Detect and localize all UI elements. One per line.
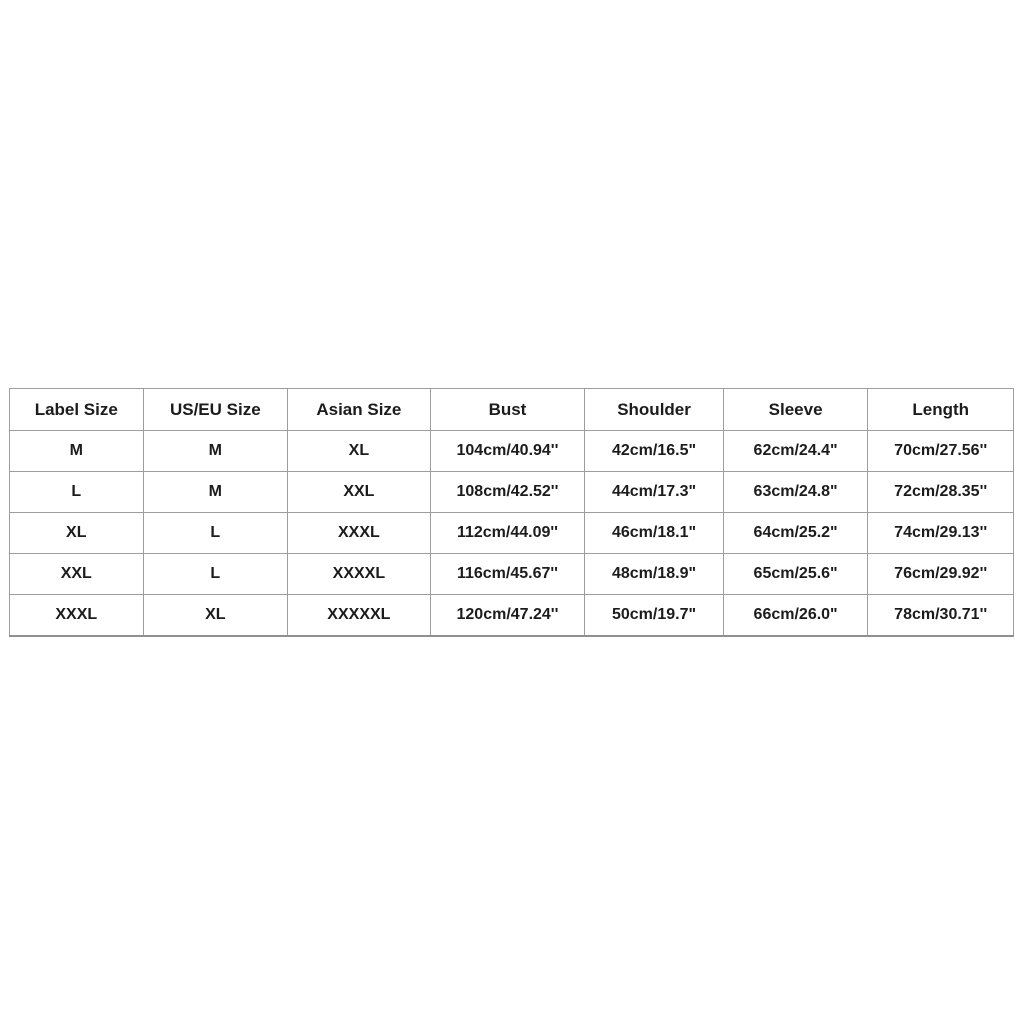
cell-shoulder: 48cm/18.9" [585,554,724,595]
table-row-l [10,472,1014,513]
cell-label-size: M [10,431,144,472]
header-asian-size: Asian Size [288,389,431,431]
cell-asian-size: XXXXL [288,554,431,595]
header-us-eu-size: US/EU Size [143,389,288,431]
cell-shoulder: 46cm/18.1" [585,513,724,554]
cell-bust: 120cm/47.24'' [430,595,585,637]
cell-asian-size: XXL [288,472,431,513]
cell-length: 76cm/29.92'' [868,554,1014,595]
size-chart-table [9,388,1014,637]
cell-bust: 108cm/42.52'' [430,472,585,513]
size-chart-container [9,388,1014,637]
header-label-size: Label Size [10,389,144,431]
cell-us-eu-size: XL [143,595,288,637]
table-row-m [10,431,1014,472]
header-bust: Bust [430,389,585,431]
cell-sleeve: 66cm/26.0" [723,595,868,637]
cell-bust: 112cm/44.09'' [430,513,585,554]
cell-length: 72cm/28.35'' [868,472,1014,513]
cell-sleeve: 65cm/25.6" [723,554,868,595]
cell-sleeve: 64cm/25.2" [723,513,868,554]
header-row [10,389,1014,431]
table-row-xxl [10,554,1014,595]
cell-label-size: XXXL [10,595,144,637]
cell-label-size: L [10,472,144,513]
cell-label-size: XL [10,513,144,554]
cell-length: 70cm/27.56'' [868,431,1014,472]
cell-us-eu-size: M [143,472,288,513]
cell-asian-size: XXXL [288,513,431,554]
cell-us-eu-size: L [143,513,288,554]
cell-bust: 116cm/45.67'' [430,554,585,595]
cell-bust: 104cm/40.94'' [430,431,585,472]
cell-label-size: XXL [10,554,144,595]
table-row-xl [10,513,1014,554]
cell-asian-size: XXXXXL [288,595,431,637]
cell-sleeve: 62cm/24.4" [723,431,868,472]
cell-us-eu-size: M [143,431,288,472]
cell-length: 78cm/30.71'' [868,595,1014,637]
cell-sleeve: 63cm/24.8" [723,472,868,513]
header-length: Length [868,389,1014,431]
cell-us-eu-size: L [143,554,288,595]
cell-length: 74cm/29.13'' [868,513,1014,554]
header-sleeve: Sleeve [723,389,868,431]
table-row-xxxl [10,595,1014,637]
cell-shoulder: 44cm/17.3" [585,472,724,513]
cell-shoulder: 50cm/19.7" [585,595,724,637]
cell-shoulder: 42cm/16.5" [585,431,724,472]
cell-asian-size: XL [288,431,431,472]
header-shoulder: Shoulder [585,389,724,431]
